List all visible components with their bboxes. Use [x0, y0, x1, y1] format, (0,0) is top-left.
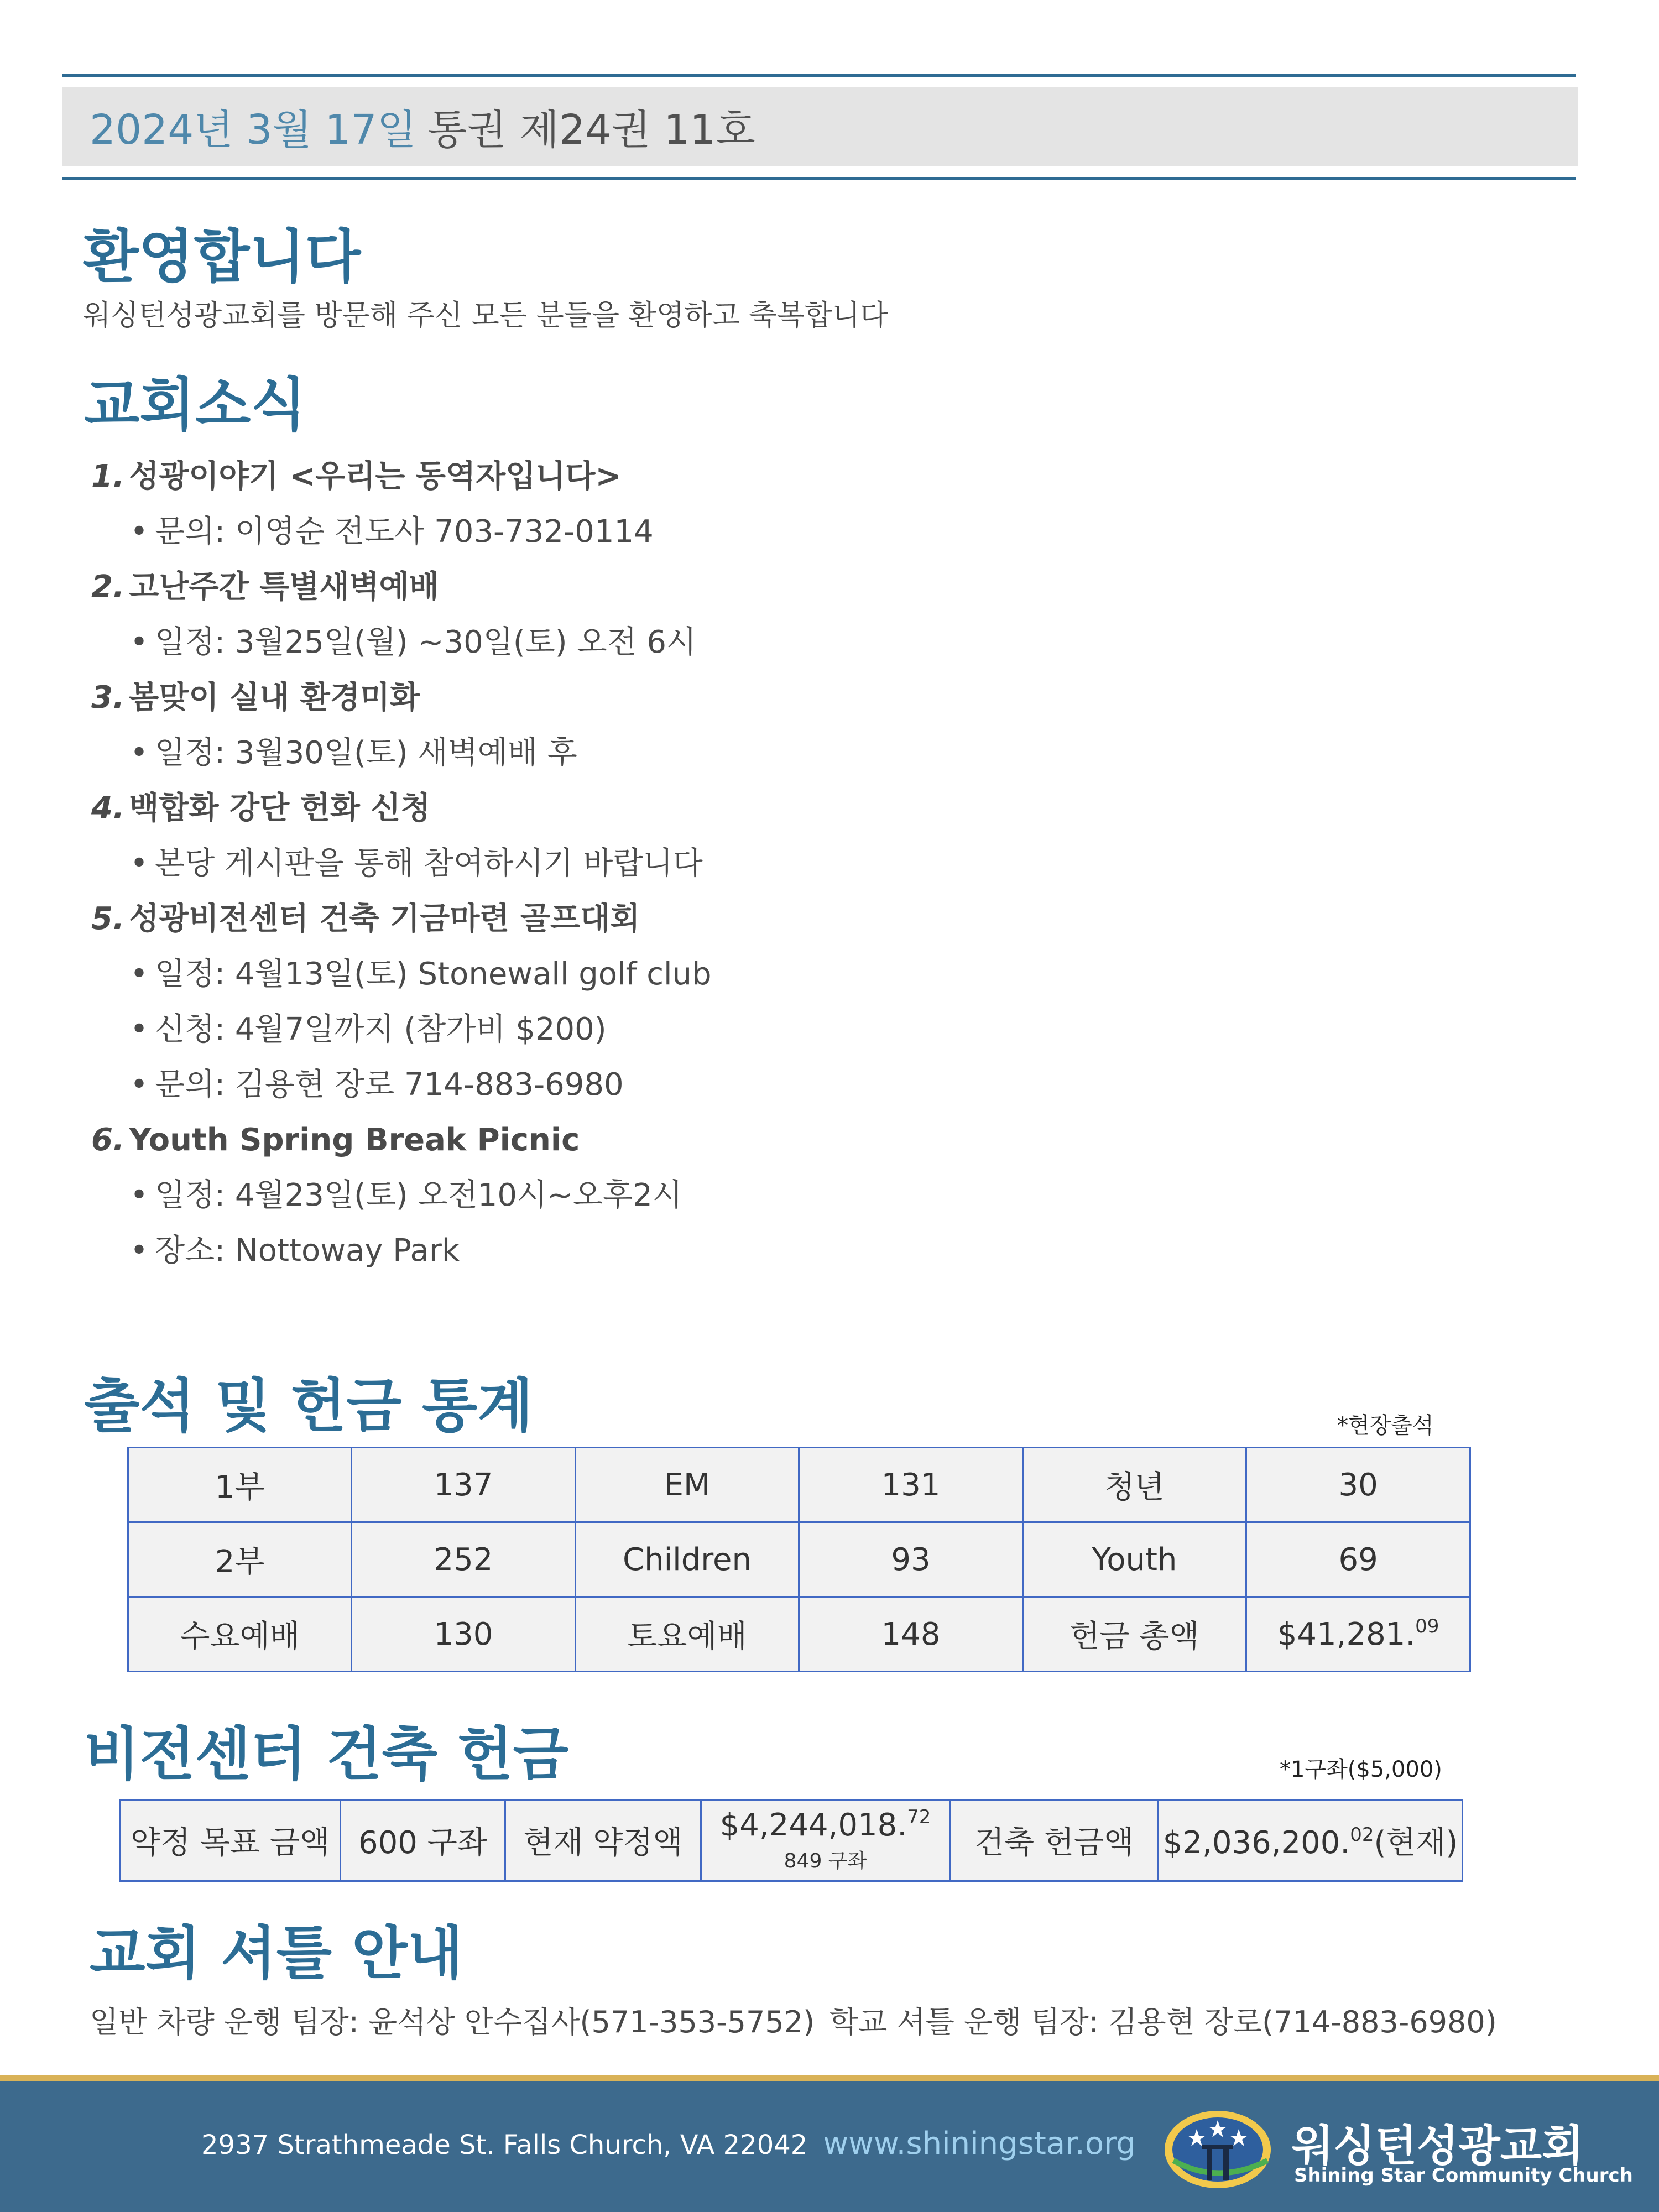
top-rule: [62, 74, 1576, 77]
news-item-title: 6. Youth Spring Break Picnic: [91, 1122, 580, 1158]
shuttle-general-contact: 일반 차량 운행 팀장: 윤석상 안수집사(571-353-5752): [90, 2005, 815, 2039]
stats-title: 출석 및 헌금 통계: [84, 1372, 533, 1439]
issue-volume: 통권 제24권 11호: [427, 106, 755, 154]
news-item-title: 2. 고난주간 특별새벽예배: [91, 569, 439, 605]
news-item-detail: • 장소: Nottoway Park: [130, 1233, 460, 1269]
church-name-ko: 워싱턴성광교회: [1292, 2121, 1584, 2171]
news-item-detail: • 일정: 3월30일(토) 새벽예배 후: [130, 735, 577, 771]
church-name-en: Shining Star Community Church: [1294, 2164, 1633, 2187]
building-value: $2,036,200.02(현재): [1159, 1800, 1463, 1881]
table-row: [128, 1597, 1470, 1672]
welcome-title: 환영합니다: [83, 223, 361, 290]
goal-value: 600 구좌: [341, 1800, 505, 1881]
table-cell: EM: [575, 1448, 799, 1522]
news-item: [91, 891, 1031, 1113]
news-item-detail: • 신청: 4월7일까지 (참가비 $200): [130, 1011, 607, 1047]
stats-table: [127, 1447, 1471, 1672]
news-item-title: 5. 성광비전센터 건축 기금마련 골프대회: [91, 901, 640, 937]
table-cell: 130: [352, 1597, 575, 1672]
table-cell: 148: [799, 1597, 1022, 1672]
stats-note: *현장출석: [1337, 1413, 1434, 1438]
issue-date: 2024년 3월 17일: [90, 106, 417, 154]
website-link[interactable]: www.shiningstar.org: [823, 2126, 1136, 2162]
building-label: 건축 헌금액: [950, 1800, 1158, 1881]
news-item-detail: • 일정: 3월25일(월) ~30일(토) 오전 6시: [130, 624, 697, 660]
footer-gold-strip: [0, 2075, 1659, 2081]
table-cell: 토요예배: [575, 1597, 799, 1672]
news-item-detail: • 본당 게시판을 통해 참여하시기 바랍니다: [130, 846, 703, 881]
table-row: [128, 1522, 1470, 1597]
table-cell: 수요예배: [128, 1597, 352, 1672]
footer: [0, 2081, 1659, 2212]
news-item: [91, 560, 1031, 670]
vision-note: *1구좌($5,000): [1280, 1757, 1442, 1782]
news-item-title: 4. 백합화 강단 헌화 신청: [91, 790, 431, 826]
current-value: $4,244,018.72 849 구좌: [701, 1800, 950, 1881]
news-item-detail: • 문의: 이영순 전도사 703-732-0114: [130, 514, 654, 550]
shuttle-school-contact: 학교 셔틀 운행 팀장: 김용현 장로(714-883-6980): [830, 2005, 1497, 2039]
table-cell: 청년: [1022, 1448, 1246, 1522]
vision-table: [119, 1799, 1463, 1882]
news-title: 교회소식: [84, 371, 306, 439]
news-item: [91, 781, 1031, 891]
shuttle-title: 교회 셔틀 안내: [90, 1919, 463, 1987]
welcome-text: 워싱턴성광교회를 방문해 주신 모든 분들을 환영하고 축복합니다: [83, 299, 888, 332]
table-cell: 2부: [128, 1522, 352, 1597]
table-row: [120, 1800, 1463, 1881]
issue-bar: [62, 87, 1578, 166]
news-item-title: 1. 성광이야기 <우리는 동역자입니다>: [91, 458, 622, 494]
offering-total-cell: $41,281.09: [1246, 1597, 1470, 1672]
news-item-detail: • 문의: 김용현 장로 714-883-6980: [130, 1067, 624, 1103]
current-label: 현재 약정액: [505, 1800, 701, 1881]
table-cell: 30: [1246, 1448, 1470, 1522]
table-cell: 137: [352, 1448, 575, 1522]
table-cell: 69: [1246, 1522, 1470, 1597]
table-cell: 1부: [128, 1448, 352, 1522]
table-cell: Children: [575, 1522, 799, 1597]
table-cell: 헌금 총액: [1022, 1597, 1246, 1672]
church-logo-icon: [1162, 2108, 1283, 2191]
news-item: [91, 1113, 1031, 1279]
news-list: [91, 449, 1031, 1279]
vision-title: 비전센터 건축 헌금: [84, 1720, 569, 1788]
header-bottom-rule: [62, 177, 1576, 180]
goal-label: 약정 목표 금액: [120, 1800, 341, 1881]
news-item-title: 3. 봄맞이 실내 환경미화: [91, 680, 420, 716]
news-item-detail: • 일정: 4월23일(토) 오전10시~오후2시: [130, 1177, 682, 1213]
news-item-detail: • 일정: 4월13일(토) Stonewall golf club: [130, 956, 712, 992]
table-cell: Youth: [1022, 1522, 1246, 1597]
news-item: [91, 449, 1031, 560]
table-cell: 252: [352, 1522, 575, 1597]
table-row: [128, 1448, 1470, 1522]
footer-address: 2937 Strathmeade St. Falls Church, VA 22042 www.shiningstar.org: [201, 2126, 1136, 2162]
table-cell: 93: [799, 1522, 1022, 1597]
news-item: [91, 670, 1031, 781]
table-cell: 131: [799, 1448, 1022, 1522]
